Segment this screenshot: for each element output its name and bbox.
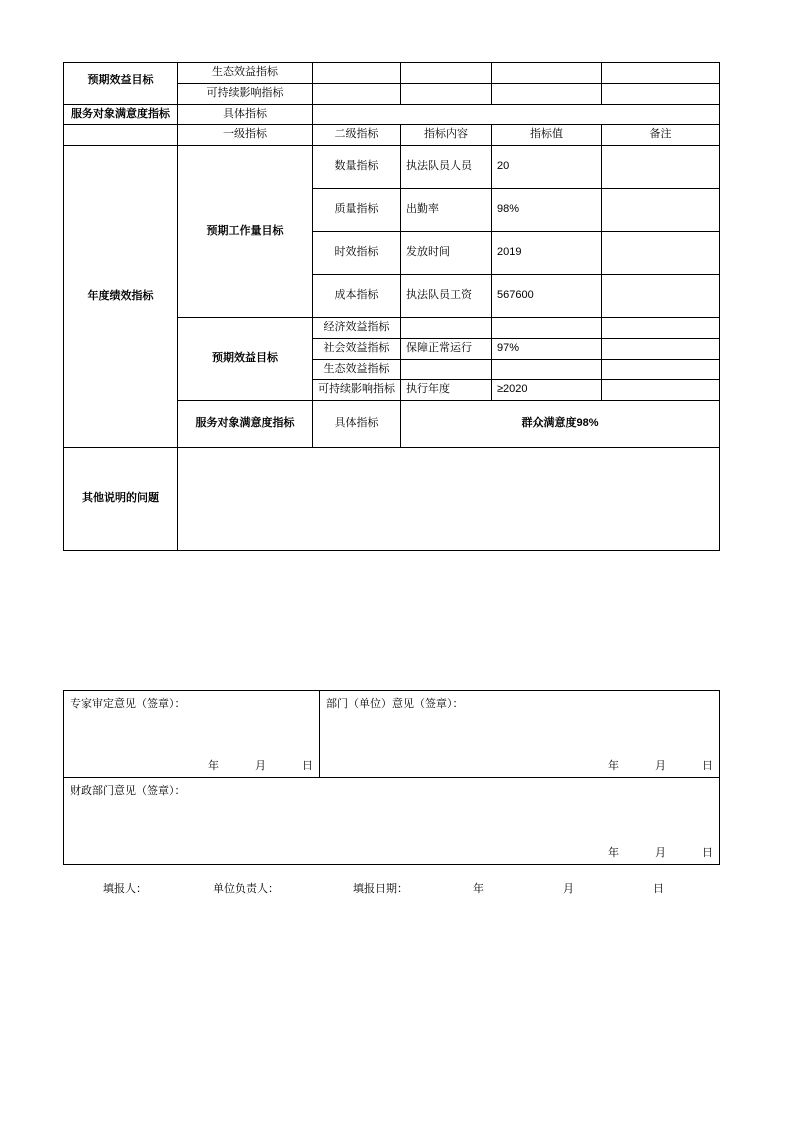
header-secondary-indicator: 二级指标 <box>313 125 401 146</box>
cell-value: 20 <box>492 146 602 189</box>
cell-secondary: 质量指标 <box>313 189 401 232</box>
date-day-label: 日 <box>702 760 713 772</box>
table-row <box>64 448 720 551</box>
cell-remark <box>602 318 720 339</box>
performance-target-table <box>63 62 720 551</box>
cell-content <box>401 359 492 380</box>
cell-secondary: 时效指标 <box>313 232 401 275</box>
cell-secondary: 具体指标 <box>313 401 401 448</box>
cell-expected-workload-target: 预期工作量目标 <box>178 146 313 318</box>
cell-remark <box>492 83 602 104</box>
header-indicator-value: 指标值 <box>492 125 602 146</box>
cell-secondary: 数量指标 <box>313 146 401 189</box>
cell-remark-extra <box>602 63 720 84</box>
cell-secondary: 生态效益指标 <box>313 359 401 380</box>
cell-secondary: 具体指标 <box>178 104 313 125</box>
cell-secondary: 经济效益指标 <box>313 318 401 339</box>
table-header-row <box>64 125 720 146</box>
header-empty <box>64 125 178 146</box>
cell-value <box>401 83 492 104</box>
cell-content: 执法队员人员 <box>401 146 492 189</box>
date-day-label: 日 <box>302 760 313 772</box>
cell-value: ≥2020 <box>492 380 602 401</box>
table-row <box>64 104 720 125</box>
date-year-label: 年 <box>208 760 219 772</box>
cell-content <box>401 318 492 339</box>
cell-remark <box>602 275 720 318</box>
cell-value <box>401 63 492 84</box>
cell-service-satisfaction-label-top: 服务对象满意度指标 <box>64 104 178 125</box>
cell-content: 执法队员工资 <box>401 275 492 318</box>
footer-year-label: 年 <box>473 883 484 895</box>
date-month-label: 月 <box>655 760 666 772</box>
department-opinion-label: 部门（单位）意见（签章）： <box>326 698 464 710</box>
table-row <box>64 63 720 84</box>
cell-content <box>313 63 401 84</box>
cell-value <box>492 359 602 380</box>
cell-secondary: 成本指标 <box>313 275 401 318</box>
finance-date-line <box>608 844 713 860</box>
cell-remark <box>602 232 720 275</box>
cell-other-notes-value <box>178 448 720 551</box>
signature-table <box>63 690 720 865</box>
cell-secondary: 生态效益指标 <box>178 63 313 84</box>
footer-day-label: 日 <box>653 883 664 895</box>
cell-value: 97% <box>492 338 602 359</box>
expert-date-line <box>208 757 313 773</box>
cell-secondary: 社会效益指标 <box>313 338 401 359</box>
cell-other-notes-label: 其他说明的问题 <box>64 448 178 551</box>
cell-service-satisfaction-label: 服务对象满意度指标 <box>178 401 313 448</box>
cell-annual-performance-label: 年度绩效指标 <box>64 146 178 448</box>
header-remark: 备注 <box>602 125 720 146</box>
date-year-label: 年 <box>608 847 619 859</box>
header-primary-indicator: 一级指标 <box>178 125 313 146</box>
cell-satisfaction-value: 群众满意度98% <box>401 401 720 448</box>
cell-remark-extra <box>602 83 720 104</box>
date-month-label: 月 <box>255 760 266 772</box>
cell-secondary: 可持续影响指标 <box>313 380 401 401</box>
expert-opinion-cell[interactable] <box>64 691 320 778</box>
date-year-label: 年 <box>608 760 619 772</box>
cell-value: 98% <box>492 189 602 232</box>
signature-row <box>64 691 720 778</box>
date-month-label: 月 <box>655 847 666 859</box>
cell-remark <box>602 189 720 232</box>
cell-remark <box>602 380 720 401</box>
footer-line <box>63 880 763 896</box>
cell-content: 保障正常运行 <box>401 338 492 359</box>
cell-value <box>492 318 602 339</box>
cell-remark <box>602 146 720 189</box>
department-date-line <box>608 757 713 773</box>
cell-expected-benefit-label-top <box>64 63 178 105</box>
header-indicator-content: 指标内容 <box>401 125 492 146</box>
cell-remark <box>602 338 720 359</box>
cell-value: 567600 <box>492 275 602 318</box>
department-opinion-cell[interactable] <box>320 691 720 778</box>
cell-expected-benefit-target: 预期效益目标 <box>178 318 313 401</box>
footer-unit-head-label: 单位负责人： <box>213 883 279 895</box>
expert-opinion-label: 专家审定意见（签章）： <box>70 698 186 710</box>
cell-secondary: 可持续影响指标 <box>178 83 313 104</box>
cell-content <box>313 83 401 104</box>
table-row <box>64 146 720 189</box>
footer-fill-date-label: 填报日期： <box>353 883 408 895</box>
cell-content: 执行年度 <box>401 380 492 401</box>
cell-value: 2019 <box>492 232 602 275</box>
expected-benefit-target-label-cut: 预期效益目标 <box>87 74 154 86</box>
cell-remark <box>492 63 602 84</box>
cell-content: 出勤率 <box>401 189 492 232</box>
finance-opinion-cell[interactable] <box>64 778 720 865</box>
signature-row <box>64 778 720 865</box>
cell-remark <box>602 359 720 380</box>
cell-content: 发放时间 <box>401 232 492 275</box>
finance-opinion-label: 财政部门意见（签章）： <box>70 785 186 797</box>
footer-filler-label: 填报人： <box>103 883 147 895</box>
date-day-label: 日 <box>702 847 713 859</box>
cell-satisfaction-value-top <box>313 104 720 125</box>
footer-month-label: 月 <box>563 883 574 895</box>
